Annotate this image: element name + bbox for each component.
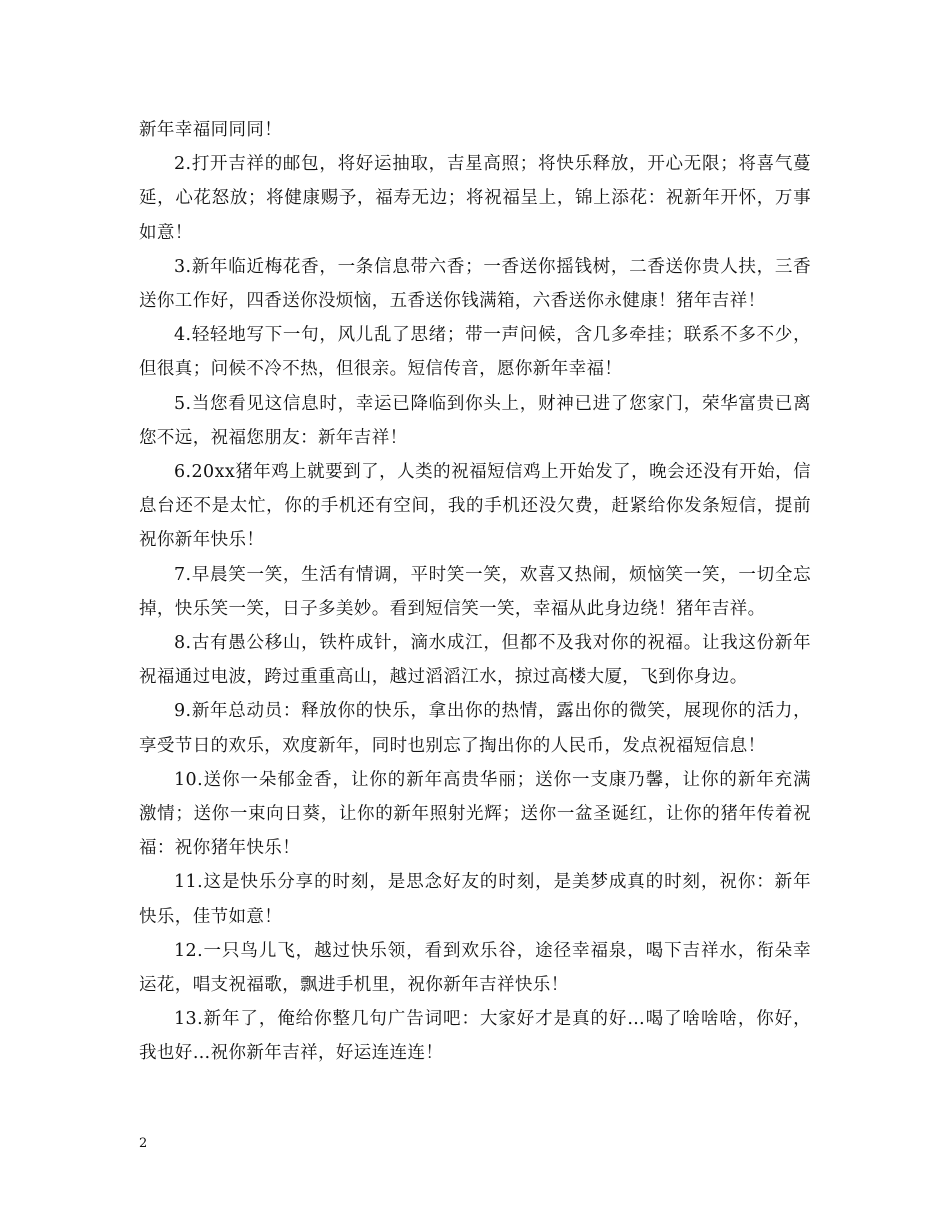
paragraph-item-2: 2.打开吉祥的邮包，将好运抽取，吉星高照；将快乐释放，开心无限；将喜气蔓延，心花怒放；将健康赐予，福寿无边；将祝福呈上，锦上添花：祝新年开怀，万事如意！ [139, 154, 811, 243]
paragraph-item-12: 12.一只鸟儿飞，越过快乐领，看到欢乐谷，途径幸福泉，喝下吉祥水，衔朵幸运花，唱支祝福歌，飘进手机里，祝你新年吉祥快乐！ [139, 940, 811, 996]
paragraph-item-8: 8.古有愚公移山，铁杵成针，滴水成江，但都不及我对你的祝福。让我这份新年祝福通过电波，跨过重重高山，越过滔滔江水，掠过高楼大厦，飞到你身边。 [139, 633, 811, 688]
paragraph-item-7: 7.早晨笑一笑，生活有情调，平时笑一笑，欢喜又热闹，烦恼笑一笑，一切全忘掉，快乐笑一笑，日子多美妙。看到短信笑一笑，幸福从此身边绕！猪年吉祥。 [139, 564, 811, 619]
paragraph-item-5: 5.当您看见这信息时，幸运已降临到你头上，财神已进了您家门，荣华富贵已离您不远，祝福您朋友：新年吉祥！ [139, 393, 811, 448]
paragraph-item-11: 11.这是快乐分享的时刻，是思念好友的时刻，是美梦成真的时刻，祝你：新年快乐，佳节如意！ [139, 872, 811, 927]
paragraph-item-13: 13.新年了，俺给你整几句广告词吧：大家好才是真的好…喝了啥啥啥，你好，我也好…祝你新年吉祥，好运连连连！ [139, 1009, 811, 1064]
paragraph-item-3: 3.新年临近梅花香，一条信息带六香；一香送你摇钱树，二香送你贵人扶，三香送你工作好，四香送你没烦恼，五香送你钱满箱，六香送你永健康！猪年吉祥！ [139, 256, 811, 312]
paragraph-item-4: 4.轻轻地写下一句，风儿乱了思绪；带一声问候，含几多牵挂；联系不多不少，但很真；问候不冷不热，但很亲。短信传音，愿你新年幸福！ [139, 325, 811, 380]
paragraph-continuation: 新年幸福同同同！ [139, 120, 283, 140]
page-number: 2 [139, 1136, 148, 1151]
paragraph-item-10: 10.送你一朵郁金香，让你的新年高贵华丽；送你一支康乃馨，让你的新年充满激情；送你一束向日葵，让你的新年照射光辉；送你一盆圣诞红，让你的猪年传着祝福：祝你猪年快乐！ [139, 769, 811, 859]
document-body [139, 113, 811, 1071]
paragraph-item-9: 9.新年总动员：释放你的快乐，拿出你的热情，露出你的微笑，展现你的活力，享受节日的欢乐，欢度新年，同时也别忘了掏出你的人民币，发点祝福短信息！ [139, 701, 811, 756]
paragraph-item-6: 6.20xx猪年鸡上就要到了，人类的祝福短信鸡上开始发了，晚会还没有开始，信息台还不是太忙，你的手机还有空间，我的手机还没欠费，赶紧给你发条短信，提前祝你新年快乐！ [139, 462, 811, 551]
